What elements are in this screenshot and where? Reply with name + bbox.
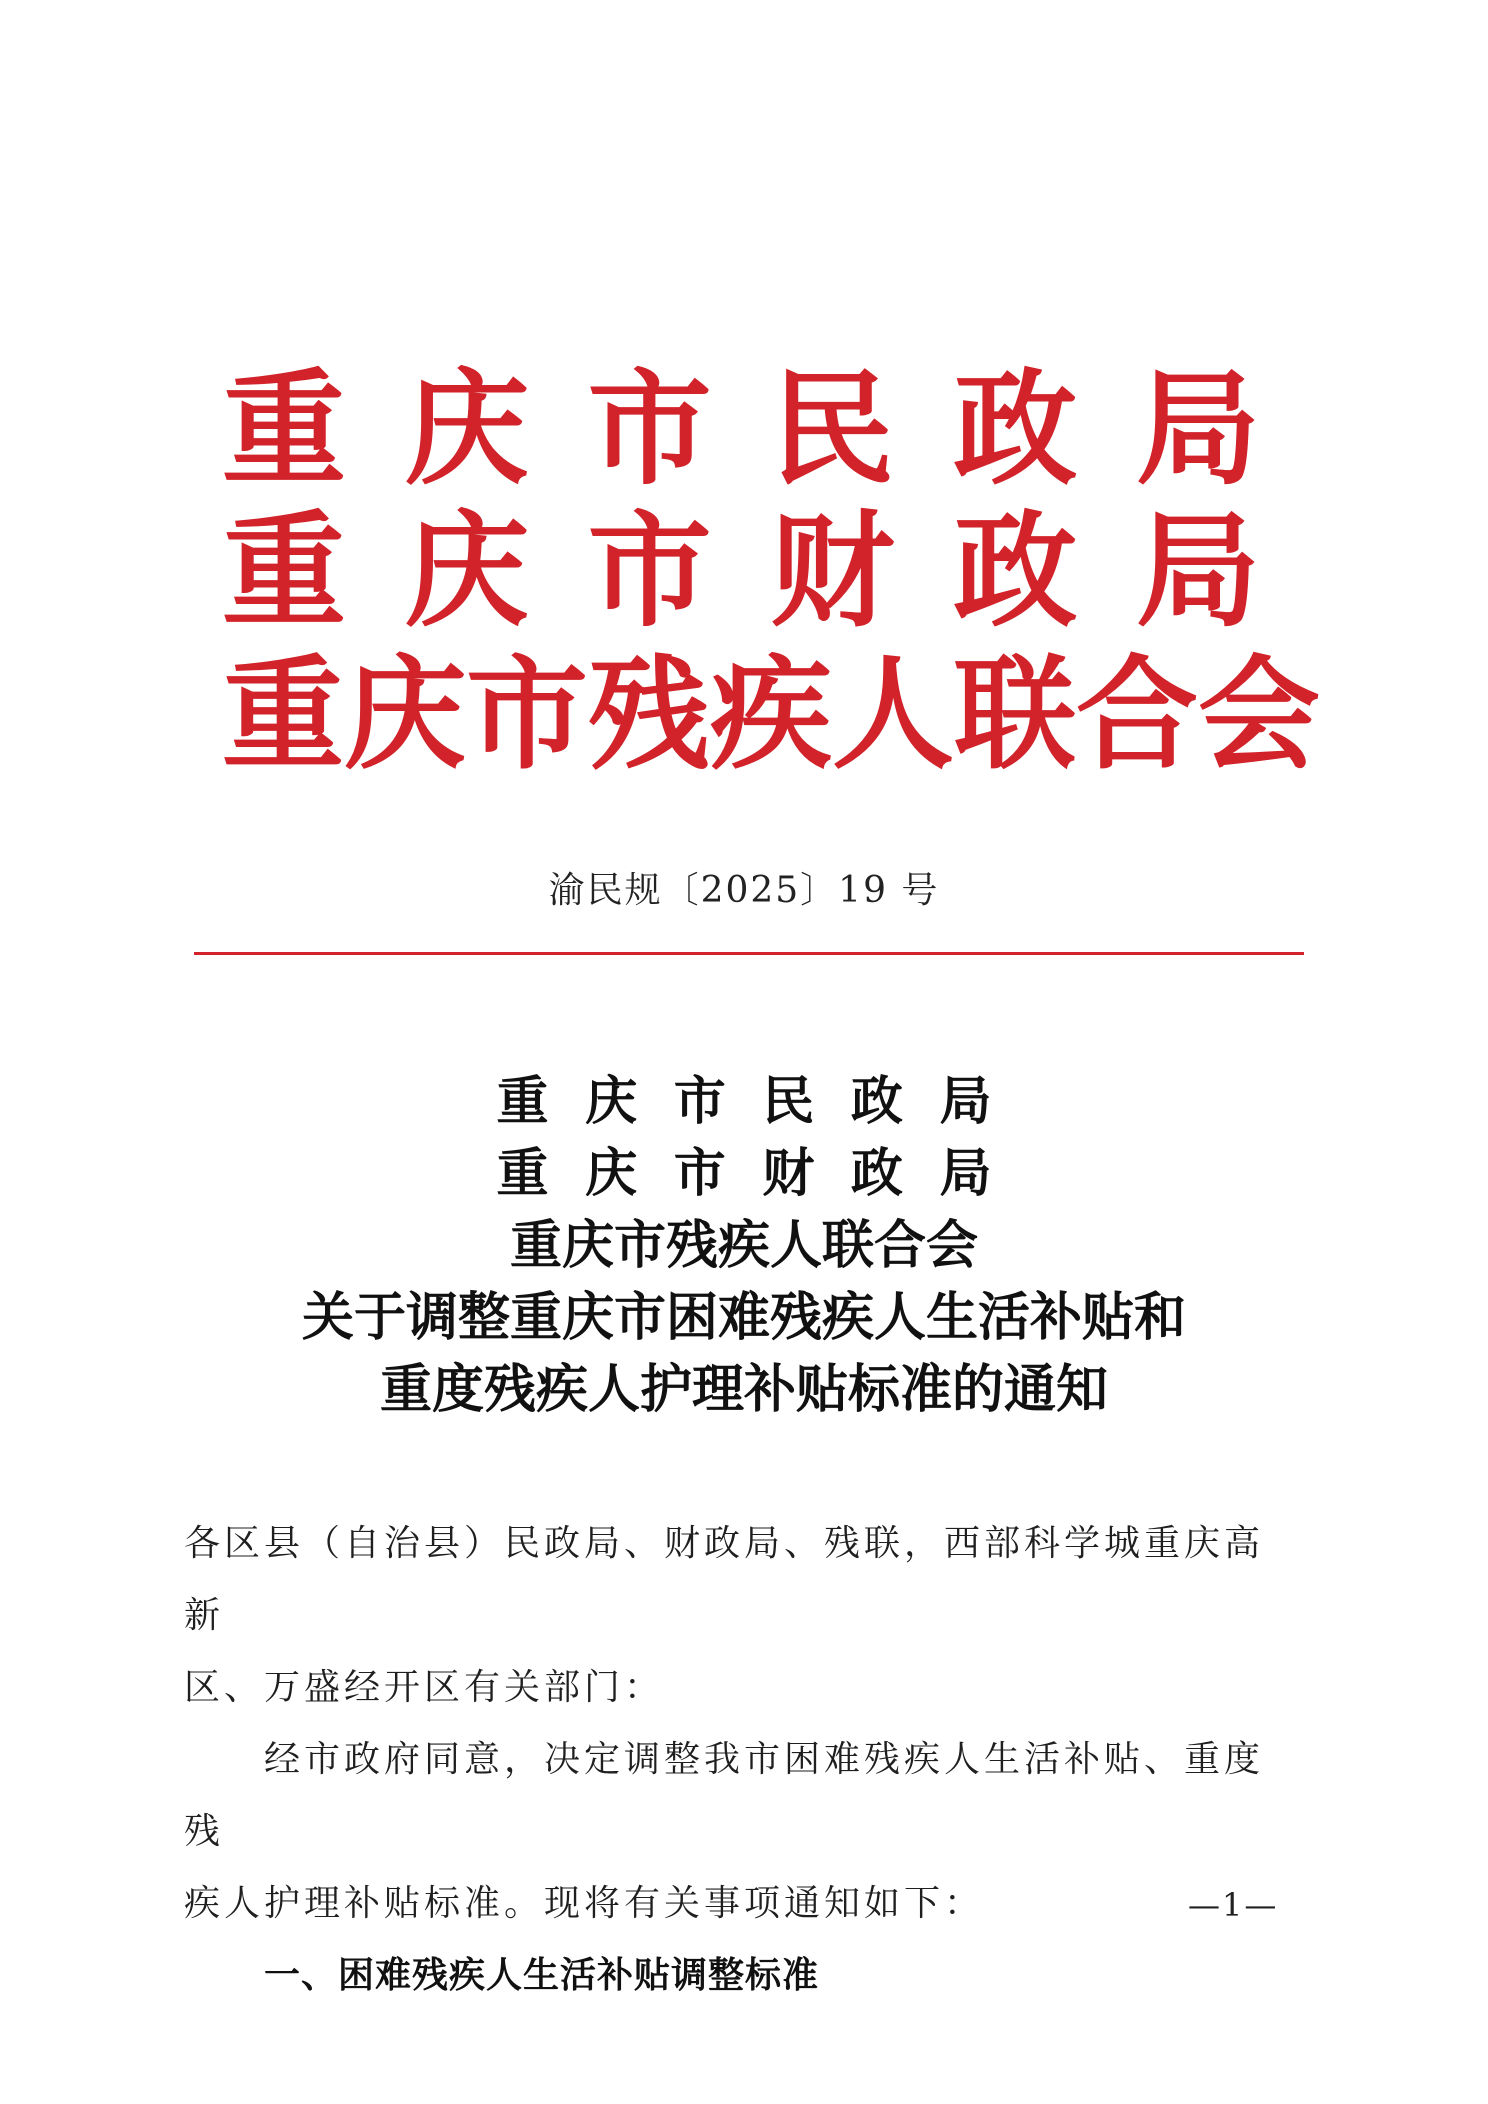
- masthead-char: 政: [953, 499, 1078, 644]
- title-char: 政: [850, 1143, 903, 1204]
- masthead-line-disabled-federation: [222, 642, 1320, 786]
- masthead-char: 政: [953, 357, 1078, 502]
- title-char: 庆: [585, 1071, 638, 1132]
- title-char: 民: [762, 1071, 815, 1132]
- title-char: 局: [939, 1143, 992, 1204]
- masthead-char: 疾: [710, 642, 832, 786]
- masthead-char: 会: [1198, 642, 1320, 786]
- title-char: 市: [673, 1071, 726, 1132]
- title-subject-line-1: 关于调整重庆市困难残疾人生活补贴和: [301, 1287, 1186, 1348]
- title-org-finance: [497, 1138, 992, 1210]
- document-title: [0, 1066, 1488, 1426]
- masthead-char: 残: [588, 642, 710, 786]
- masthead-char: 联: [954, 642, 1076, 786]
- addressee-line-2: 区、万盛经开区有关部门：: [184, 1667, 665, 1708]
- section-1-heading: 一、困难残疾人生活补贴调整标准: [264, 1955, 820, 1996]
- masthead-char: 庆: [404, 499, 529, 644]
- masthead-char: 财: [770, 499, 895, 644]
- masthead-char: 市: [587, 357, 712, 502]
- masthead-char: 局: [1135, 499, 1260, 644]
- red-divider: [194, 952, 1304, 955]
- page-number: —1—: [1188, 1886, 1279, 1924]
- title-char: 重: [496, 1071, 549, 1132]
- title-char: 局: [939, 1071, 992, 1132]
- title-org-civil-affairs: [497, 1066, 992, 1138]
- document-body: [184, 1508, 1294, 2012]
- title-char: 政: [850, 1071, 903, 1132]
- masthead-char: 人: [832, 642, 954, 786]
- title-char: 市: [673, 1143, 726, 1204]
- masthead-char: 重: [222, 357, 347, 502]
- masthead-char: 重: [222, 642, 344, 786]
- title-char: 庆: [585, 1143, 638, 1204]
- masthead-char: 民: [770, 357, 895, 502]
- masthead: [222, 357, 1320, 786]
- masthead-char: 市: [587, 499, 712, 644]
- paragraph-1-line-2: 疾人护理补贴标准。现将有关事项通知如下：: [184, 1883, 985, 1924]
- masthead-line-civil-affairs: [222, 357, 1260, 502]
- title-org-disabled-federation: 重庆市残疾人联合会: [509, 1215, 978, 1276]
- masthead-char: 局: [1135, 357, 1260, 502]
- document-number: 渝民规〔2025〕19 号: [548, 870, 940, 911]
- paragraph-1-line-1: 经市政府同意，决定调整我市困难残疾人生活补贴、重度残: [184, 1739, 1265, 1852]
- title-char: 财: [762, 1143, 815, 1204]
- masthead-char: 合: [1076, 642, 1198, 786]
- addressee-line-1: 各区县（自治县）民政局、财政局、残联，西部科学城重庆高新: [184, 1523, 1265, 1636]
- masthead-char: 庆: [404, 357, 529, 502]
- title-subject-line-2: 重度残疾人护理补贴标准的通知: [379, 1359, 1108, 1420]
- masthead-char: 重: [222, 499, 347, 644]
- title-char: 重: [496, 1143, 549, 1204]
- masthead-char: 市: [466, 642, 588, 786]
- masthead-char: 庆: [344, 642, 466, 786]
- masthead-line-finance: [222, 499, 1260, 644]
